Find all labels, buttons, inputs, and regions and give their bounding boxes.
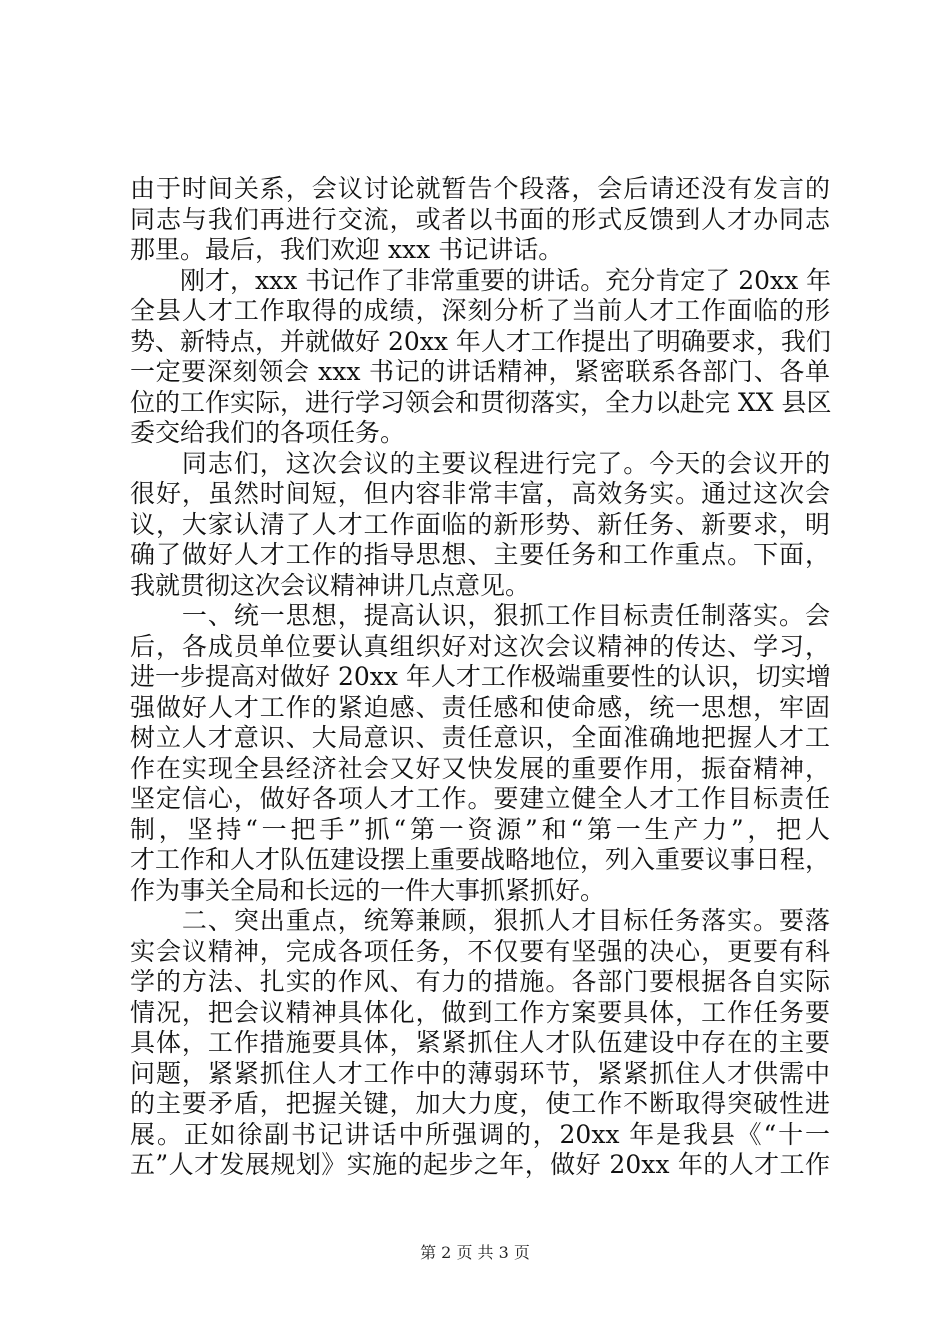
document-body	[130, 174, 830, 1181]
text-line: 的主要矛盾，把握关键，加大力度，使工作不断取得突破性进	[130, 1089, 830, 1118]
text-line: 那里。最后，我们欢迎 xxx 书记讲话。	[130, 235, 564, 264]
text-line: 作为事关全局和长远的一件大事抓紧抓好。	[130, 875, 606, 905]
text-line: 展。正如徐副书记讲话中所强调的，20xx 年是我县《“十一	[130, 1119, 830, 1149]
text-line: 同志们，这次会议的主要议程进行完了。今天的会议开的	[130, 448, 830, 478]
text-line: 才工作和人才队伍建设摆上重要战略地位，列入重要议事日程，	[130, 845, 831, 874]
text-line: 学的方法、扎实的作风、有力的措施。各部门要根据各自实际	[130, 967, 830, 996]
text-line: 议，大家认清了人才工作面临的新形势、新任务、新要求，明	[130, 509, 830, 539]
text-line: 一定要深刻领会 xxx 书记的讲话精神，紧密联系各部门、各单	[130, 357, 830, 386]
text-line: 具体，工作措施要具体，紧紧抓住人才队伍建设中存在的主要	[130, 1028, 830, 1057]
text-line: 确了做好人才工作的指导思想、主要任务和工作重点。下面，	[130, 540, 830, 569]
text-line: 全县人才工作取得的成绩，深刻分析了当前人才工作面临的形	[130, 296, 830, 325]
text-line: 我就贯彻这次会议精神讲几点意见。	[130, 570, 531, 600]
text-line: 一、统一思想，提高认识，狠抓工作目标责任制落实。会	[130, 601, 830, 630]
text-line: 强做好人才工作的紧迫感、责任感和使命感，统一思想，牢固	[130, 692, 830, 722]
text-line: 二、突出重点，统筹兼顾，狠抓人才目标任务落实。要落	[130, 906, 830, 935]
text-line: 同志与我们再进行交流，或者以书面的形式反馈到人才办同志	[130, 204, 830, 234]
text-line: 树立人才意识、大局意识、责任意识，全面准确地把握人才工	[130, 723, 830, 752]
text-line: 很好，虽然时间短，但内容非常丰富，高效务实。通过这次会	[130, 479, 830, 508]
text-line: 委交给我们的各项任务。	[130, 418, 406, 447]
text-line: 位的工作实际，进行学习领会和贯彻落实，全力以赴完 XX 县区	[130, 387, 832, 417]
text-line: 五”人才发展规划》实施的起步之年，做好 20xx 年的人才工作	[130, 1150, 830, 1179]
text-line: 势、新特点，并就做好 20xx 年人才工作提出了明确要求，我们	[130, 326, 831, 356]
text-line: 后，各成员单位要认真组织好对这次会议精神的传达、学习，	[130, 631, 830, 661]
text-line: 由于时间关系，会议讨论就暂告个段落，会后请还没有发言的	[130, 174, 830, 203]
text-line: 作在实现全县经济社会又好又快发展的重要作用，振奋精神，	[130, 753, 830, 783]
page-footer: 第 2 页 共 3 页	[420, 1243, 530, 1262]
text-line: 问题，紧紧抓住人才工作中的薄弱环节，紧紧抓住人才供需中	[130, 1058, 830, 1088]
text-line: 情况，把会议精神具体化，做到工作方案要具体，工作任务要	[130, 997, 830, 1027]
text-line: 坚定信心，做好各项人才工作。要建立健全人才工作目标责任	[130, 784, 830, 813]
text-line: 制，坚持“一把手”抓“第一资源”和“第一生产力”，把人	[130, 814, 830, 844]
text-line: 进一步提高对做好 20xx 年人才工作极端重要性的认识，切实增	[130, 662, 831, 691]
text-line: 实会议精神，完成各项任务，不仅要有坚强的决心，更要有科	[130, 936, 830, 966]
text-line: 刚才，xxx 书记作了非常重要的讲话。充分肯定了 20xx 年	[130, 265, 832, 295]
